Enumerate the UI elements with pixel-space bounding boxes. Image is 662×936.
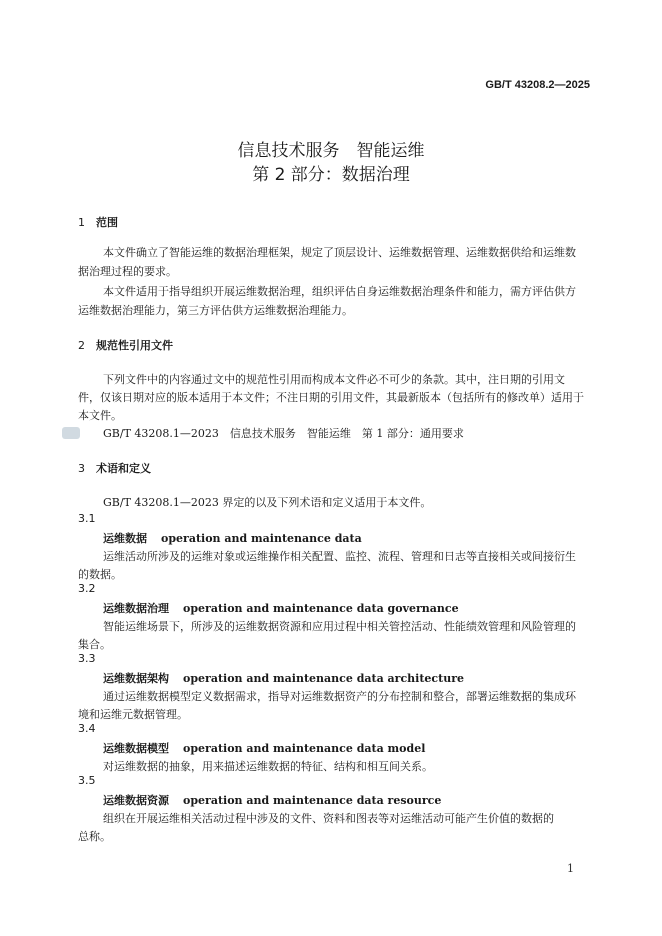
term-definition-line: 运维活动所涉及的运维对象或运维操作相关配置、监控、流程、管理和日志等直接相关或间接衍生: [103, 550, 576, 563]
term-number: 3.2: [78, 582, 96, 595]
section-number: 2: [78, 339, 85, 352]
term-en: operation and maintenance data model: [183, 742, 426, 755]
term-definition-line: 境和运维元数据管理。: [78, 708, 188, 721]
section-title: 范围: [96, 216, 118, 229]
section-title: 规范性引用文件: [96, 339, 173, 352]
term-zh: 运维数据: [103, 532, 147, 545]
term-definition-line: 智能运维场景下，所涉及的运维数据资源和应用过程中相关管控活动、性能绩效管理和风险管理的: [103, 620, 576, 633]
term-en: operation and maintenance data: [161, 532, 362, 545]
page-number: 1: [567, 862, 574, 875]
term-en: operation and maintenance data architecture: [183, 672, 464, 685]
term-number: 3.1: [78, 512, 96, 525]
section-title: 术语和定义: [96, 462, 151, 475]
paragraph-line: 下列文件中的内容通过文中的规范性引用而构成本文件必不可少的条款。其中，注日期的引用文: [103, 373, 565, 386]
term-number: 3.3: [78, 652, 96, 665]
term-definition-line: 集合。: [78, 638, 111, 651]
term-title: [103, 740, 425, 756]
term-title: [103, 530, 362, 546]
term-definition-line: 总称。: [78, 830, 111, 843]
paragraph-line: GB/T 43208.1—2023 界定的以及下列术语和定义适用于本文件。: [103, 496, 432, 509]
paragraph-line: 运维数据治理能力，第三方评估供方运维数据治理能力。: [78, 304, 353, 317]
standard-number: GB/T 43208.2—2025: [485, 79, 590, 91]
term-title: [103, 792, 441, 808]
term-definition-line: 对运维数据的抽象，用来描述运维数据的特征、结构和相互间关系。: [103, 760, 433, 773]
paragraph-line: 件，仅该日期对应的版本适用于本文件；不注日期的引用文件，其最新版本（包括所有的修改单）适用于: [78, 391, 584, 404]
term-zh: 运维数据模型: [103, 742, 169, 755]
section-heading-normative-references: [78, 337, 173, 353]
section-heading-terms: [78, 460, 151, 476]
paragraph-line: 本文件。: [78, 409, 122, 422]
section-number: 1: [78, 216, 85, 229]
term-number: 3.5: [78, 774, 96, 787]
document-title: 信息技术服务 智能运维: [237, 141, 425, 161]
watermark-logo: [62, 427, 80, 439]
term-en: operation and maintenance data governance: [183, 602, 459, 615]
section-heading-scope: [78, 214, 118, 230]
paragraph-line: 本文件适用于指导组织开展运维数据治理，组织评估自身运维数据治理条件和能力，需方评估供方: [103, 285, 576, 298]
term-definition-line: 组织在开展运维相关活动过程中涉及的文件、资料和图表等对运维活动可能产生价值的数据的: [103, 812, 554, 825]
normative-reference: GB/T 43208.1—2023 信息技术服务 智能运维 第 1 部分：通用要求: [103, 427, 464, 440]
term-en: operation and maintenance data resource: [183, 794, 442, 807]
term-number: 3.4: [78, 722, 96, 735]
term-title: [103, 670, 464, 686]
document-subtitle: 第 2 部分：数据治理: [252, 165, 410, 185]
term-zh: 运维数据治理: [103, 602, 169, 615]
term-definition-line: 的数据。: [78, 568, 122, 581]
paragraph-line: 本文件确立了智能运维的数据治理框架，规定了顶层设计、运维数据管理、运维数据供给和运维数: [103, 246, 576, 259]
term-title: [103, 600, 459, 616]
section-number: 3: [78, 462, 85, 475]
term-zh: 运维数据架构: [103, 672, 169, 685]
paragraph-line: 据治理过程的要求。: [78, 265, 177, 278]
term-definition-line: 通过运维数据模型定义数据需求，指导对运维数据资产的分布控制和整合，部署运维数据的集成环: [103, 690, 576, 703]
term-zh: 运维数据资源: [103, 794, 169, 807]
